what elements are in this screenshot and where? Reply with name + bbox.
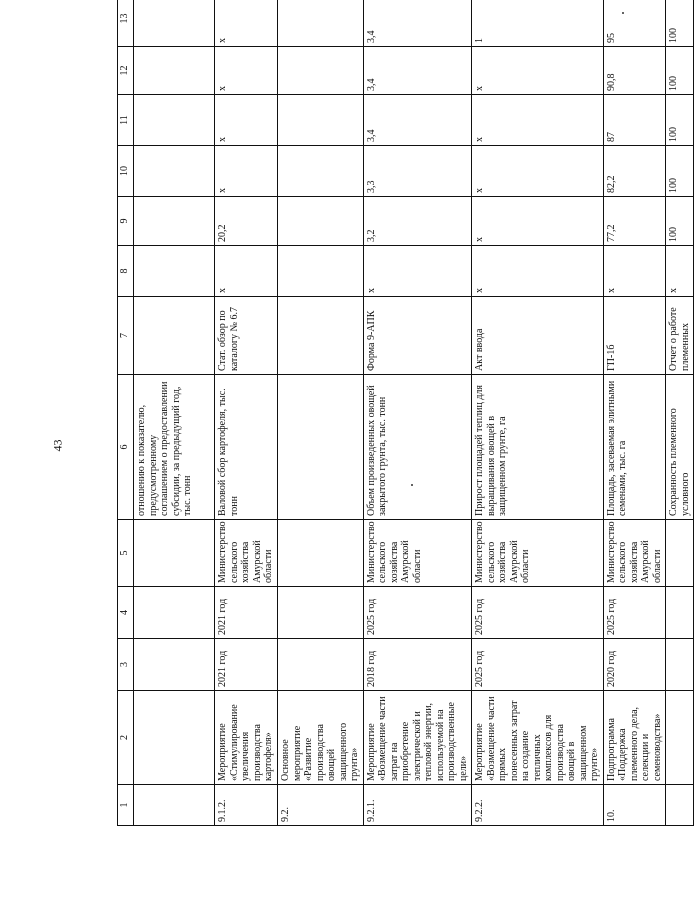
cell-value — [134, 197, 215, 246]
header-cell: 6 — [118, 375, 134, 520]
cell-value — [278, 246, 364, 297]
cell-value: 20,2 — [215, 197, 278, 246]
cell-value: 3,4 — [363, 95, 472, 146]
header-cell: 2 — [118, 691, 134, 785]
cell-value — [134, 95, 215, 146]
cell-source — [134, 297, 215, 375]
cell-indicator: отношению к показателю, предусмотренному соглашением о предоставлении субсидии, за предыдущий год, тыс. тонн — [134, 375, 215, 520]
cell-name: Мероприятие «Возмещение части затрат на приобретение электрической и тепловой энергии, используемой на производственные цели» — [363, 691, 472, 785]
cell-number: 9.2. — [278, 785, 364, 826]
cell-executor: Министерство сельского хозяйства Амурской области — [363, 520, 472, 587]
cell-start-year: 2025 год — [472, 639, 604, 691]
cell-value: 3,4 — [363, 0, 472, 47]
cell-name: Мероприятие «Стимулирование увеличения производства картофеля» — [215, 691, 278, 785]
cell-value: 1 — [472, 0, 604, 47]
cell-value: x — [472, 246, 604, 297]
cell-end-year: 2025 год — [363, 587, 472, 639]
cell-number: 10. — [603, 785, 666, 826]
cell-source: ГП-1б — [603, 297, 666, 375]
cell-source: Форма 9-АПК — [363, 297, 472, 375]
cell-value: 100 — [666, 146, 694, 197]
cell-end-year: 2025 год — [603, 587, 666, 639]
cell-value — [134, 0, 215, 47]
cell-start-year: 2020 год — [603, 639, 666, 691]
header-cell: 1 — [118, 785, 134, 826]
cell-value — [278, 95, 364, 146]
cell-number: 9.1.2. — [215, 785, 278, 826]
cell-value: x — [472, 47, 604, 95]
cell-value — [134, 146, 215, 197]
cell-indicator: Сохранность племенного условного — [666, 375, 694, 520]
cell-value — [134, 246, 215, 297]
cell-start-year — [666, 639, 694, 691]
cell-executor: Министерство сельского хозяйства Амурской области — [215, 520, 278, 587]
table-row — [215, 0, 278, 826]
page-number: 43 — [50, 439, 65, 452]
cell-number: 9.2.2. — [472, 785, 604, 826]
cell-executor — [666, 520, 694, 587]
cell-start-year — [134, 639, 215, 691]
cell-end-year — [134, 587, 215, 639]
cell-source: Стат. обзор по каталогу № 6.7 — [215, 297, 278, 375]
cell-value: 100 — [666, 0, 694, 47]
cell-number — [666, 785, 694, 826]
cell-value: x — [215, 0, 278, 47]
cell-end-year — [666, 587, 694, 639]
header-cell: 11 — [118, 95, 134, 146]
cell-indicator: Объем произведенных овощей закрытого грунта, тыс. тонн — [363, 375, 472, 520]
cell-end-year: 2021 год — [215, 587, 278, 639]
cell-indicator — [278, 375, 364, 520]
cell-value — [278, 0, 364, 47]
table-row — [603, 0, 666, 826]
cell-name: Мероприятие «Возмещение части прямых понесенных затрат на создание тепличных комплексов для производства овощей в защищенном грунте» — [472, 691, 604, 785]
header-row — [118, 0, 134, 826]
cell-value: 87 — [603, 95, 666, 146]
cell-start-year: 2018 год — [363, 639, 472, 691]
header-cell: 10 — [118, 146, 134, 197]
header-cell: 3 — [118, 639, 134, 691]
cell-executor: Министерство сельского хозяйства Амурской области — [472, 520, 604, 587]
cell-value: x — [215, 246, 278, 297]
header-cell: 5 — [118, 520, 134, 587]
cell-value: x — [363, 246, 472, 297]
cell-value — [278, 197, 364, 246]
cell-executor: Министерство сельского хозяйства Амурской области — [603, 520, 666, 587]
cell-value: x — [215, 146, 278, 197]
header-cell: 7 — [118, 297, 134, 375]
header-cell: 12 — [118, 47, 134, 95]
cell-indicator: Валовой сбор картофеля, тыс. тонн — [215, 375, 278, 520]
scan-speck — [622, 12, 624, 14]
table-row — [472, 0, 604, 826]
table-row — [363, 0, 472, 826]
cell-value: x — [472, 146, 604, 197]
cell-value: x — [472, 95, 604, 146]
cell-value: 3,4 — [363, 47, 472, 95]
cell-value: 100 — [666, 95, 694, 146]
table-row — [134, 0, 215, 826]
cell-value: x — [472, 197, 604, 246]
cell-executor — [278, 520, 364, 587]
cell-value: 90,8 — [603, 47, 666, 95]
cell-value: 3,3 — [363, 146, 472, 197]
cell-end-year — [278, 587, 364, 639]
header-cell: 9 — [118, 197, 134, 246]
cell-name — [134, 691, 215, 785]
table-row — [666, 0, 694, 826]
cell-start-year — [278, 639, 364, 691]
cell-source: Акт ввода — [472, 297, 604, 375]
cell-end-year: 2025 год — [472, 587, 604, 639]
header-cell: 13 — [118, 0, 134, 47]
cell-executor — [134, 520, 215, 587]
header-cell: 8 — [118, 246, 134, 297]
cell-value: x — [215, 95, 278, 146]
cell-source — [278, 297, 364, 375]
cell-value: x — [215, 47, 278, 95]
header-cell: 4 — [118, 587, 134, 639]
cell-name: Основное мероприятие «Развитие производства овощей защищенного грунта» — [278, 691, 364, 785]
cell-start-year: 2021 год — [215, 639, 278, 691]
cell-value: 95 — [603, 0, 666, 47]
cell-value: 82,2 — [603, 146, 666, 197]
cell-value — [278, 47, 364, 95]
cell-value: x — [603, 246, 666, 297]
cell-indicator: Прирост площадей теплиц для выращивания овощей в защищенном грунте, га — [472, 375, 604, 520]
cell-value — [278, 146, 364, 197]
cell-source: Отчет о работе племенных — [666, 297, 694, 375]
cell-number: 9.2.1. — [363, 785, 472, 826]
scan-speck — [411, 484, 413, 486]
rotated-table-container — [117, 13, 691, 826]
cell-value: 100 — [666, 197, 694, 246]
cell-value: 100 — [666, 47, 694, 95]
cell-value: 3,2 — [363, 197, 472, 246]
cell-indicator: Площадь, засеваемая элитными семенами, тыс. га — [603, 375, 666, 520]
cell-name — [666, 691, 694, 785]
cell-number — [134, 785, 215, 826]
cell-name: Подпрограмма «Поддержка племенного дела, селекции и семеноводства» — [603, 691, 666, 785]
table-row — [278, 0, 364, 826]
cell-value: x — [666, 246, 694, 297]
cell-value: 77,2 — [603, 197, 666, 246]
cell-value — [134, 47, 215, 95]
indicators-table — [117, 0, 694, 826]
